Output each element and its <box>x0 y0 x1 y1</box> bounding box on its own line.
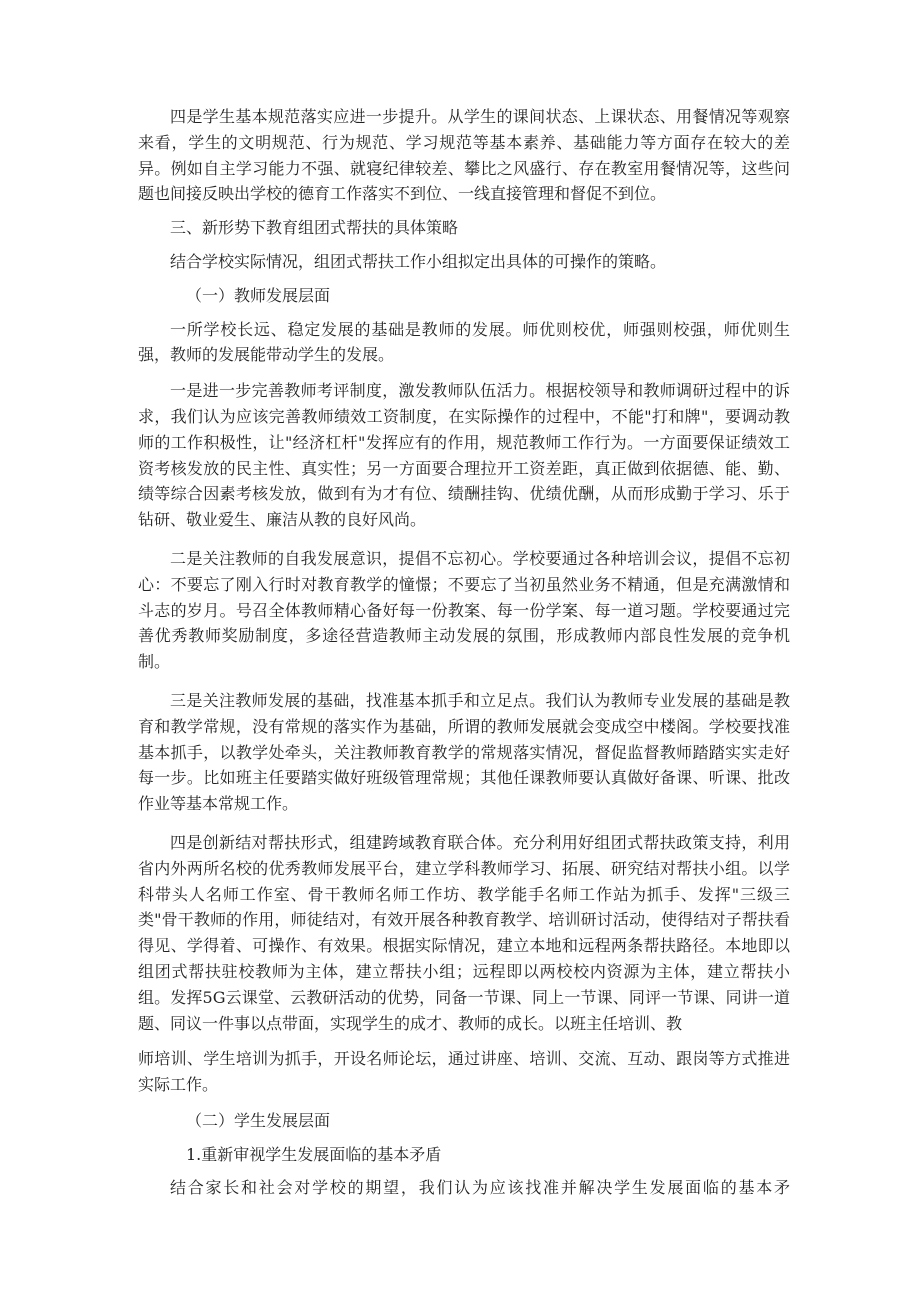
paragraph-paired-assistance: 四是创新结对帮扶形式，组建跨域教育联合体。充分利用好组团式帮扶政策支持，利用省内外两所名校的优秀教师发展平台，建立学科教师学习、拓展、研究结对帮扶小组。以学科带头人名师工作室、骨干教师名师工作坊、教学能手名师工作站为抓手、发挥"三级三类"骨干教师的作用，师徒结对，有效开展各种教育教学、培训研讨活动，使得结对子帮扶看得见、学得着、可操作、有效果。根据实际情况，建立本地和远程两条帮扶路径。本地即以组团式帮扶驻校教师为主体，建立帮扶小组；远程即以两校校内资源为主体，建立帮扶小组。发挥5G云课堂、云教研活动的优势，同备一节课、同上一节课、同评一节课、同讲一道题、同议一件事以点带面，实现学生的成才、教师的成长。以班主任培训、教 <box>138 832 790 1033</box>
document-body <box>138 104 790 1201</box>
paragraph-teacher-basics: 三是关注教师发展的基础，找准基本抓手和立足点。我们认为教师专业发展的基础是教育和教学常规，没有常规的落实作为基础，所谓的教师发展就会变成空中楼阁。学校要找准基本抓手，以教学处牵头，关注教师教育教学的常规落实情况，督促监督教师踏踏实实走好每一步。比如班主任要踏实做好班级管理常规；其他任课教师要认真做好备课、听课、批改作业等基本常规工作。 <box>138 690 790 814</box>
section-heading-strategies: 三、新形势下教育组团式帮扶的具体策略 <box>170 218 459 238</box>
paragraph-strategy-intro: 结合学校实际情况，组团式帮扶工作小组拟定出具体的可操作的策略。 <box>170 251 667 271</box>
paragraph-teacher-evaluation: 一是进一步完善教师考评制度，激发教师队伍活力。根据校领导和教师调研过程中的诉求，我们认为应该完善教师绩效工资制度，在实际操作的过程中，不能"打和牌"，要调动教师的工作积极性，让"经济杠杆"发挥应有的作用，规范教师工作行为。一方面要保证绩效工资考核发放的民主性、真实性；另一方面要合理拉开工资差距，真正做到依据德、能、勤、绩等综合因素考核发放，做到有为才有位、绩酬挂钩、优绩优酬，从而形成勤于学习、乐于钻研、敬业爱生、廉洁从教的良好风尚。 <box>138 381 790 530</box>
paragraph-student-contradiction: 结合家长和社会对学校的期望，我们认为应该找准并解决学生发展面临的基本矛 <box>170 1178 790 1198</box>
subheading-teacher-development: （一）教师发展层面 <box>186 285 331 305</box>
numbered-heading-basic-contradiction: 1.重新审视学生发展面临的基本矛盾 <box>186 1144 442 1164</box>
paragraph-student-norms: 四是学生基本规范落实应进一步提升。从学生的课间状态、上课状态、用餐情况等观察来看，学生的文明规范、行为规范、学习规范等基本素养、基础能力等方面存在较大的差异。例如自主学习能力不强、就寝纪律较差、攀比之风盛行、存在教室用餐情况等，这些问题也间接反映出学校的德育工作落实不到位、一线直接管理和督促不到位。 <box>138 107 790 204</box>
paragraph-teacher-self-development: 二是关注教师的自我发展意识，提倡不忘初心。学校要通过各种培训会议，提倡不忘初心：不要忘了刚入行时对教育教学的憧憬；不要忘了当初虽然业务不精通，但是充满激情和斗志的岁月。号召全体教师精心备好每一份教案、每一份学案、每一道习题。学校要通过完善优秀教师奖励制度，多途径营造教师主动发展的氛围，形成教师内部良性发展的竞争机制。 <box>138 548 790 672</box>
paragraph-teacher-foundation: 一所学校长远、稳定发展的基础是教师的发展。师优则校优，师强则校强，师优则生强，教师的发展能带动学生的发展。 <box>138 319 790 365</box>
paragraph-paired-assistance-continued: 师培训、学生培训为抓手，开设名师论坛，通过讲座、培训、交流、互动、跟岗等方式推进实际工作。 <box>138 1049 790 1095</box>
subheading-student-development: （二）学生发展层面 <box>186 1110 331 1130</box>
